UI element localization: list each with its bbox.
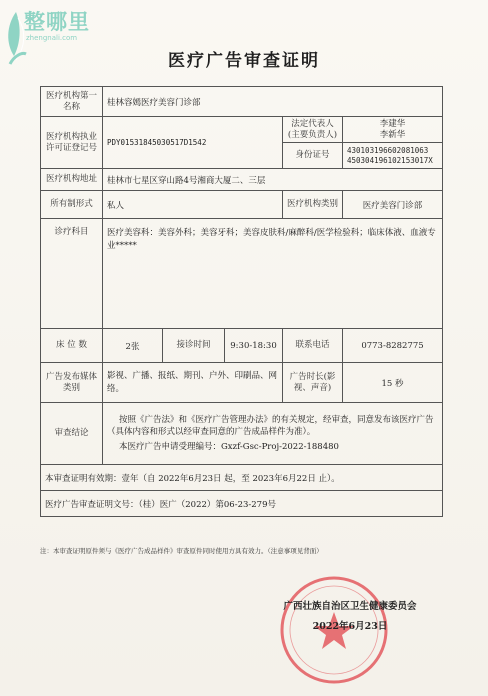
validity-text: 本审查证明有效期：壹年（自 2022年6月23日 起，至 2023年6月22日 止）。 — [41, 465, 443, 491]
subjects-label: 诊疗科目 — [41, 219, 103, 329]
review-value — [103, 403, 443, 465]
row-ownership — [41, 191, 443, 219]
duration-label: 广告时长(影视、声音) — [283, 363, 343, 403]
row-org-name — [41, 87, 443, 117]
review-paragraph: 按照《广告法》和《医疗广告管理办法》的有关规定，经审查，同意发布该医疗广告（具体内容和形式以经审查同意的广告成品样件为准）。 — [107, 414, 434, 438]
ownership-label: 所有制形式 — [41, 191, 103, 219]
review-label: 审查结论 — [41, 403, 103, 465]
org-type-value: 医疗美容门诊部 — [343, 191, 443, 219]
logo-subtext: zhengnali.com — [26, 34, 78, 42]
row-media — [41, 363, 443, 403]
legal-rep-name-1: 李建华 — [379, 119, 406, 129]
certificate-table — [40, 86, 443, 517]
media-label: 广告发布媒体类别 — [41, 363, 103, 403]
beds-label: 床 位 数 — [41, 329, 103, 363]
subjects-value: 医疗美容科：美容外科；美容牙科；美容皮肤科/麻醉科/医学检验科；临床体液、血液专业***** — [103, 219, 443, 329]
row-review — [41, 403, 443, 465]
page-title: 医疗广告审查证明 — [168, 51, 320, 71]
license-value: PDY01531845030517D1542 — [103, 117, 283, 169]
ownership-value: 私人 — [103, 191, 283, 219]
duration-value: 15 秒 — [343, 363, 443, 403]
issuer-name: 广西壮族自治区卫生健康委员会 — [283, 601, 417, 612]
id-number-2: 450304196102153017X — [347, 155, 433, 165]
phone-label: 联系电话 — [283, 329, 343, 363]
row-beds — [41, 329, 443, 363]
id-value — [343, 143, 443, 169]
review-application-no: 本医疗广告申请受理编号：Gxzf-Gsc-Proj-2022-188480 — [119, 442, 339, 453]
row-subjects — [41, 219, 443, 329]
hours-value: 9:30-18:30 — [225, 329, 283, 363]
legal-rep-value — [343, 117, 443, 143]
beds-value: 2张 — [103, 329, 163, 363]
row-address — [41, 169, 443, 191]
footnote: 注：本审查证明原件须与《医疗广告成品样件》审查原件同时使用方具有效力。（注意事项见背面） — [40, 547, 323, 555]
id-number-1: 430103196602081063 — [347, 146, 429, 156]
row-license — [41, 117, 443, 143]
row-validity — [41, 465, 443, 491]
license-label: 医疗机构执业许可证登记号 — [41, 117, 103, 169]
address-label: 医疗机构地址 — [41, 169, 103, 191]
hours-label: 接诊时间 — [163, 329, 225, 363]
legal-rep-label: 法定代表人(主要负责人) — [283, 117, 343, 143]
row-cert-no — [41, 491, 443, 517]
issue-date: 2022年6月23日 — [312, 621, 388, 632]
org-name-label: 医疗机构第一名称 — [41, 87, 103, 117]
logo-text: 整哪里 — [24, 10, 90, 34]
cert-number-text: 医疗广告审查证明文号：（桂）医广（2022）第06-23-279号 — [41, 491, 443, 517]
phone-value: 0773-8282775 — [343, 329, 443, 363]
address-value: 桂林市七星区穿山路4号湘商大厦二、三层 — [103, 169, 443, 191]
media-value: 影视、广播、报纸、期刊、户外、印刷品、网络。 — [103, 363, 283, 403]
org-name-value: 桂林容嫣医疗美容门诊部 — [103, 87, 443, 117]
id-label: 身份证号 — [283, 143, 343, 169]
legal-rep-name-2: 李新华 — [379, 129, 406, 140]
org-type-label: 医疗机构类别 — [283, 191, 343, 219]
